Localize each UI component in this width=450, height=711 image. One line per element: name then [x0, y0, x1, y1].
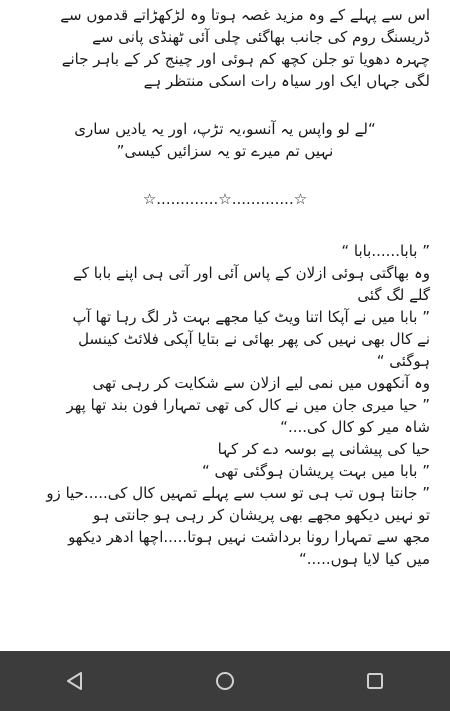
nav-home-button[interactable]: [195, 657, 255, 705]
nav-recents-button[interactable]: [345, 657, 405, 705]
spacer: [20, 92, 430, 118]
text-line: ہوگئی “: [376, 352, 430, 370]
spacer: [20, 162, 430, 188]
text-line: ڈریسنگ روم کی جانب بھاگئی چلی آئی ٹھنڈی پانی سے: [92, 28, 430, 46]
text-line: ” جانتا ہوں تب ہی تو سب سے پہلے تمہیں کال کی.....حیا زو: [46, 484, 430, 502]
android-navigation-bar: [0, 651, 450, 711]
poem-line: “لے لو واپس یہ آنسو،یہ تڑپ، اور یہ یادیں ساری: [74, 120, 376, 138]
spacer: [20, 210, 430, 240]
text-line: گلے لگ گئی: [357, 286, 430, 304]
text-line: حیا کی پیشانی پے بوسہ دے کر کہا: [217, 440, 430, 458]
text-line: ” بابا میں نے آپکا اتنا ویٹ کیا مجھے بہت ڈر لگ رہا تھا آپ: [72, 308, 430, 326]
text-line: میں کیا لایا ہوں.....“: [299, 550, 430, 568]
section-divider: ☆.............☆.............☆: [142, 190, 308, 208]
poem-line: نہیں تم میرے تو یہ سزائیں کیسی”: [116, 142, 334, 160]
text-line: وہ بھاگتی ہوئی ازلان کے پاس آئی اور آتی ہی اپنے بابا کے: [73, 264, 430, 282]
triangle-back-icon: [64, 670, 86, 692]
text-line: چہرہ دھویا تو جلن کچھ کم ہوئی اور چینج کر کے باہر جانے: [61, 50, 430, 68]
text-line: ” بابا میں بہت پریشان ہوگئی تھی “: [202, 462, 430, 480]
text-line: اس سے پہلے کے وہ مزید غصہ ہوتا وہ لڑکھڑاتے قدموں سے: [60, 6, 430, 24]
text-line: ” بابا......بابا “: [341, 242, 430, 260]
text-line: شاہ میر کو کال کی....“: [280, 418, 430, 436]
text-line: لگی جہاں ایک اور سیاہ رات اسکی منتظر ہے: [143, 72, 430, 90]
text-line: تو نہیں دیکھو مجھے بھی پریشان کر رہی ہو جانتی ہو: [93, 506, 430, 524]
text-line: وہ آنکھوں میں نمی لیے ازلان سے شکایت کر رہی تھی: [92, 374, 430, 392]
circle-home-icon: [214, 670, 236, 692]
text-line: نے کال بھی نہیں کی پھر بھائی نے بتایا آپکی فلائٹ کینسل: [78, 330, 430, 348]
text-line: مجھ سے تمہارا رونا برداشت نہیں ہوتا.....اچھا ادھر دیکھو: [68, 528, 430, 546]
nav-back-button[interactable]: [45, 657, 105, 705]
square-recents-icon: [364, 670, 386, 692]
text-line: ” حیا میری جان میں نے کال کی تھی تمہارا فون بند تھا پھر: [66, 396, 430, 414]
